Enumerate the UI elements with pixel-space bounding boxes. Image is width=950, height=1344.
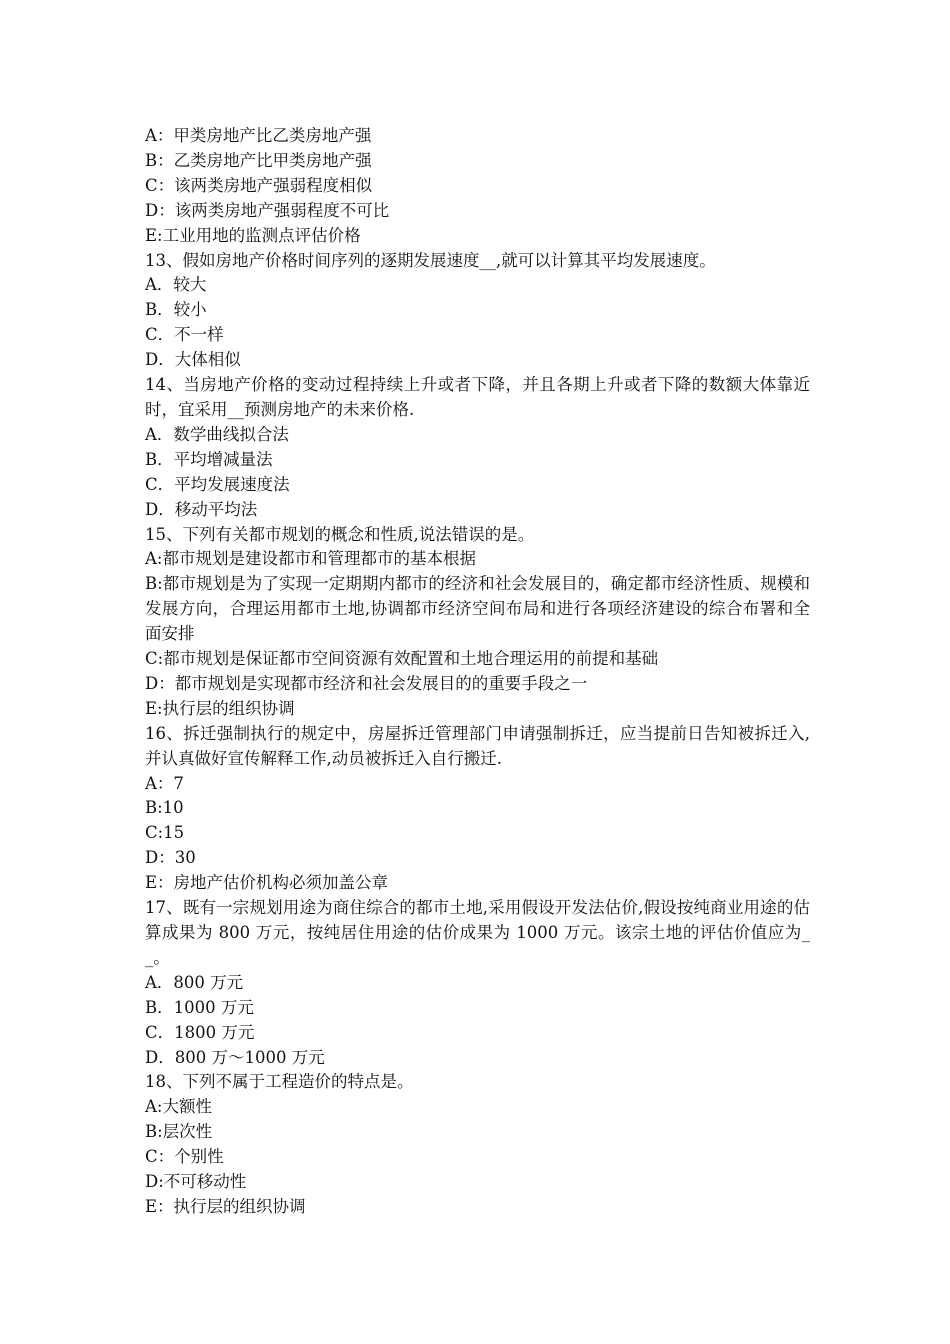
option-c: C:15 [145,823,185,843]
option-a: A．数学曲线拟合法 [145,424,289,444]
option-b: B．1000 万元 [145,997,254,1017]
option-d: D．移动平均法 [145,499,258,519]
option-a: A：7 [145,773,184,793]
option-d: D：该两类房地产强弱程度不可比 [145,200,390,220]
question-14: 14、当房地产价格的变动过程持续上升或者下降，并且各期上升或者下降的数额大体靠近时，宜采用__预测房地产的未来价格. [145,375,810,419]
option-b: B：乙类房地产比甲类房地产强 [145,150,372,170]
option-a: A．较大 [145,275,207,295]
question-18: 18、下列不属于工程造价的特点是。 [145,1072,414,1092]
document-page [145,124,810,1220]
option-a: A:都市规划是建设都市和管理都市的基本根据 [145,549,476,569]
option-c: C．平均发展速度法 [145,474,290,494]
option-e: E:工业用地的监测点评估价格 [145,225,361,245]
question-17: 17、既有一宗规划用途为商住综合的都市土地,采用假设开发法估价,假设按纯商业用途的估算成果为 800 万元，按纯居住用途的估价成果为 1000 万元。该宗土地的评估价值应为__。 [145,898,810,967]
option-b: B:层次性 [145,1122,213,1142]
option-d: D：30 [145,848,196,868]
option-c: C：个别性 [145,1147,224,1167]
option-c: C．1800 万元 [145,1022,255,1042]
option-c: C:都市规划是保证都市空间资源有效配置和土地合理运用的前提和基础 [145,649,659,669]
option-e: E：房地产估价机构必须加盖公章 [145,873,389,893]
option-d: D．大体相似 [145,350,241,370]
option-c: C：该两类房地产强弱程度相似 [145,175,373,195]
option-c: C．不一样 [145,325,224,345]
option-d: D：都市规划是实现都市经济和社会发展目的的重要手段之一 [145,673,588,693]
option-b: B:10 [145,798,184,818]
option-e: E:执行层的组织协调 [145,698,295,718]
question-13: 13、假如房地产价格时间序列的逐期发展速度__,就可以计算其平均发展速度。 [145,250,716,270]
option-b: B．平均增减量法 [145,449,273,469]
option-b: B:都市规划是为了实现一定期期内都市的经济和社会发展目的，确定都市经济性质、规模和发展方向，合理运用都市土地,协调都市经济空间布局和进行各项经济建设的综合布署和全面安排 [145,574,810,644]
option-e: E：执行层的组织协调 [145,1196,306,1216]
option-a: A：甲类房地产比乙类房地产强 [145,126,372,145]
option-b: B．较小 [145,300,207,320]
option-d: D:不可移动性 [145,1172,247,1192]
option-d: D．800 万～1000 万元 [145,1047,325,1067]
question-16: 16、拆迁强制执行的规定中，房屋拆迁管理部门申请强制拆迁，应当提前日告知被拆迁入,并认真做好宣传解释工作,动员被拆迁入自行搬迁. [145,723,810,768]
option-a: A:大额性 [145,1097,212,1117]
option-a: A．800 万元 [145,972,244,992]
question-15: 15、下列有关都市规划的概念和性质,说法错误的是。 [145,524,535,544]
